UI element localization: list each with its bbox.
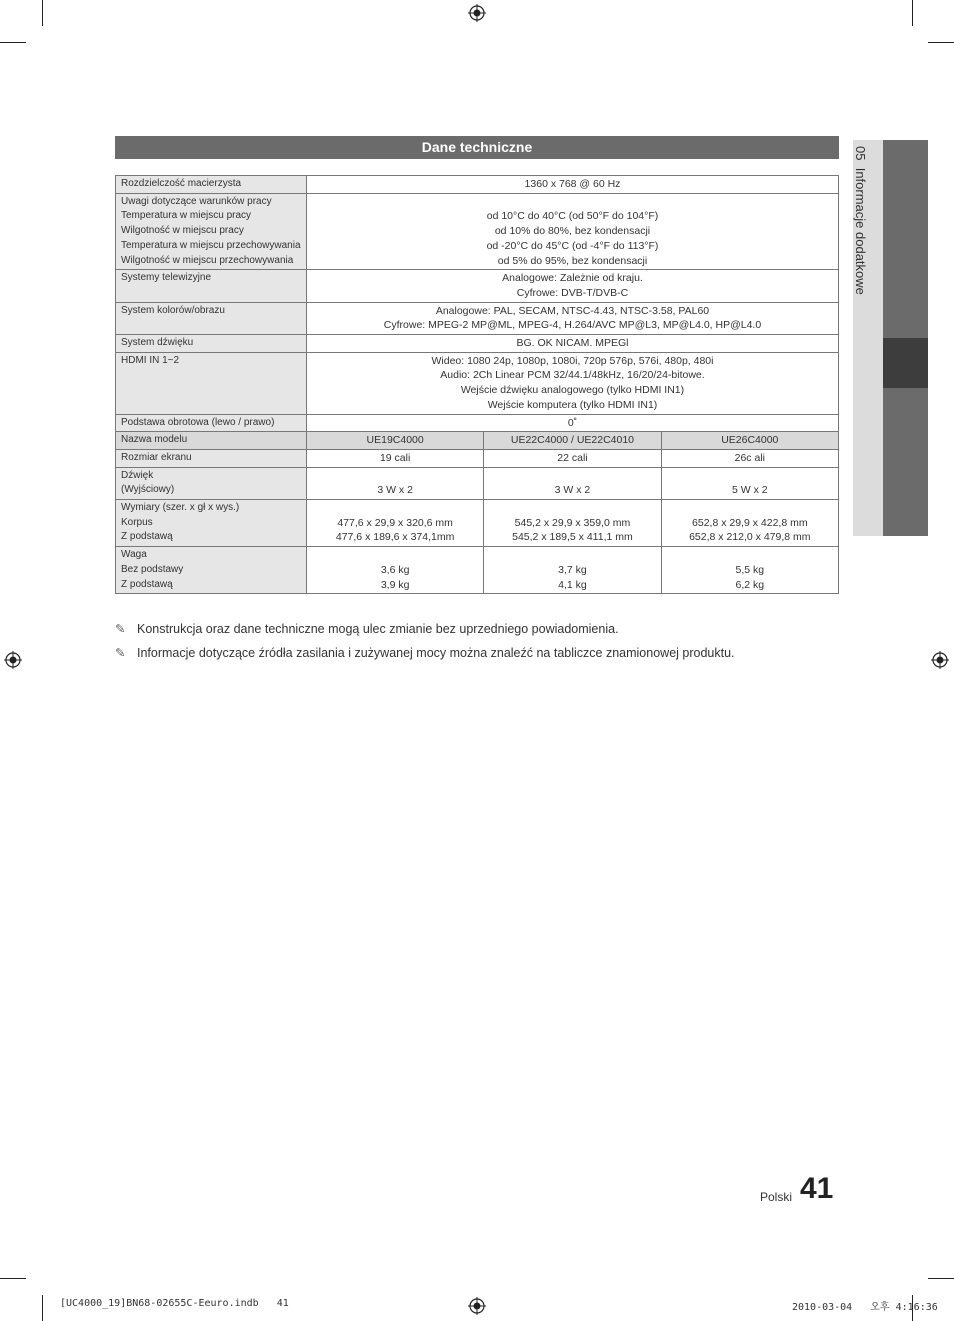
spec-value: [306, 193, 838, 270]
cell-line: Wideo: 1080 24p, 1080p, 1080i, 720p 576p, 576i, 480p, 480i: [431, 354, 714, 367]
pencil-note-icon: ✎: [115, 622, 126, 636]
model-value: [306, 467, 483, 499]
cell-line: Uwagi dotyczące warunków pracy: [121, 195, 272, 207]
model-name: UE26C4000: [661, 432, 838, 450]
model-value: [306, 500, 483, 547]
spec-row: [116, 176, 839, 194]
spec-value: [306, 335, 838, 353]
spec-value: [306, 302, 838, 334]
cell-line: 3,9 kg: [380, 578, 410, 591]
cell-line: Temperatura w miejscu przechowywania: [121, 239, 301, 251]
cell-line: 3,7 kg: [558, 563, 587, 576]
note-text: Informacje dotyczące źródła zasilania i zużywanej mocy można znaleźć na tabliczce znamionowej produktu.: [137, 646, 735, 660]
cell-line: Audio: 2Ch Linear PCM 32/44.1/48kHz, 16/20/24-bitowe.: [440, 369, 705, 382]
cell-line: Bez podstawy: [121, 563, 184, 575]
spec-value: [306, 352, 838, 414]
page-language: Polski: [760, 1190, 793, 1204]
cell-line: Z podstawą: [121, 531, 173, 543]
spec-row: [116, 270, 839, 302]
registration-mark-icon: [931, 651, 949, 669]
note-line: [115, 645, 735, 660]
print-footer-file: [UC4000_19]BN68-02655C-Eeuro.indb 41: [60, 1298, 289, 1309]
cell-line: Analogowe: Zależnie od kraju.: [502, 272, 643, 285]
cell-line: 545,2 x 189,5 x 411,1 mm: [512, 531, 633, 544]
spec-row: [116, 302, 839, 334]
side-tab-active-marker: [883, 338, 928, 388]
pencil-note-icon: ✎: [115, 646, 126, 660]
side-tab-title: Informacje dodatkowe: [853, 167, 868, 295]
spec-label: [116, 302, 307, 334]
cell-line: System kolorów/obrazu: [121, 304, 225, 316]
spec-row: [116, 193, 839, 270]
model-row: [116, 500, 839, 547]
crop-mark: [42, 1295, 43, 1321]
cell-line: od 5% do 95%, bez kondensacji: [497, 254, 648, 267]
spec-label: [116, 414, 307, 432]
cell-line: Podstawa obrotowa (lewo / prawo): [121, 416, 275, 428]
section-title: Dane techniczne: [115, 136, 839, 159]
cell-line: Wilgotność w miejscu przechowywania: [121, 254, 294, 266]
spec-value: [306, 176, 838, 194]
model-row-label: [116, 467, 307, 499]
cell-line: 22 cali: [557, 451, 588, 464]
cell-line: System dźwięku: [121, 337, 194, 349]
model-value: [484, 467, 661, 499]
model-value: [306, 449, 483, 467]
cell-line: Korpus: [121, 516, 153, 528]
crop-mark: [0, 42, 26, 43]
spec-label: [116, 176, 307, 194]
cell-line: 477,6 x 29,9 x 320,6 mm: [337, 516, 453, 529]
model-header-row: [116, 432, 839, 450]
registration-mark-icon: [4, 651, 22, 669]
side-tab-label: [853, 146, 868, 295]
model-header-label: Nazwa modelu: [116, 432, 307, 450]
model-name: UE19C4000: [306, 432, 483, 450]
crop-mark: [0, 1278, 26, 1279]
cell-line: Waga: [121, 549, 147, 561]
cell-line: od 10°C do 40°C (od 50°F do 104°F): [486, 210, 659, 223]
cell-line: Wymiary (szer. x gł x wys.): [121, 502, 240, 514]
cell-line: od -20°C do 45°C (od -4°F do 113°F): [486, 239, 659, 252]
spec-label: [116, 335, 307, 353]
cell-line: Rozdzielczość macierzysta: [121, 178, 242, 189]
cell-line: od 10% do 80%, bez kondensacji: [494, 225, 651, 238]
note-text: Konstrukcja oraz dane techniczne mogą ulec zmianie bez uprzedniego powiadomienia.: [137, 622, 619, 636]
cell-line: Wilgotność w miejscu pracy: [121, 225, 244, 237]
spec-label: [116, 193, 307, 270]
cell-line: Analogowe: PAL, SECAM, NTSC-4.43, NTSC-3.58, PAL60: [435, 304, 710, 317]
cell-line: 477,6 x 189,6 x 374,1mm: [335, 531, 455, 544]
note-line: [115, 621, 619, 636]
cell-line: 3 W x 2: [377, 484, 413, 497]
model-row-label: [116, 547, 307, 594]
crop-mark: [928, 42, 954, 43]
cell-line: (Wyjściowy): [121, 484, 175, 496]
cell-line: Systemy telewizyjne: [121, 272, 212, 284]
model-row-label: [116, 500, 307, 547]
crop-mark: [928, 1278, 954, 1279]
spec-table: [115, 175, 839, 594]
cell-line: 3,6 kg: [380, 563, 410, 576]
spec-label: [116, 270, 307, 302]
print-footer-timestamp: 2010-03-04 오후 4:16:36: [792, 1302, 938, 1313]
cell-line: 0˚: [567, 416, 578, 429]
spec-value: [306, 270, 838, 302]
spec-row: [116, 352, 839, 414]
model-value: [661, 500, 838, 547]
cell-line: Cyfrowe: MPEG-2 MP@ML, MPEG-4, H.264/AVC MP@L3, MP@L4.0, HP@L4.0: [383, 319, 762, 332]
model-value: [484, 547, 661, 594]
page-number: 41: [800, 1172, 834, 1205]
model-row: [116, 467, 839, 499]
cell-line: Rozmiar ekranu: [121, 451, 192, 463]
spec-row: [116, 414, 839, 432]
registration-mark-icon: [468, 1297, 486, 1315]
cell-line: 26c ali: [734, 451, 765, 464]
spec-value: [306, 414, 838, 432]
model-value: [661, 449, 838, 467]
model-value: [484, 500, 661, 547]
cell-line: Wejście komputera (tylko HDMI IN1): [487, 398, 658, 411]
crop-mark: [912, 0, 913, 26]
model-row: [116, 449, 839, 467]
cell-line: 1360 x 768 @ 60 Hz: [524, 178, 621, 190]
cell-line: BG. OK NICAM. MPEGl: [516, 337, 629, 350]
side-tab-number: 05: [853, 146, 868, 161]
model-value: [661, 467, 838, 499]
cell-line: 652,8 x 212,0 x 479,8 mm: [689, 531, 811, 544]
cell-line: Temperatura w miejscu pracy: [121, 210, 252, 222]
cell-line: Cyfrowe: DVB-T/DVB-C: [516, 286, 629, 299]
crop-mark: [42, 0, 43, 26]
model-row: [116, 547, 839, 594]
model-value: [306, 547, 483, 594]
cell-line: 6,2 kg: [735, 578, 765, 591]
model-row-label: [116, 449, 307, 467]
cell-line: HDMI IN 1~2: [121, 354, 180, 366]
cell-line: 3 W x 2: [554, 484, 591, 497]
spec-row: [116, 335, 839, 353]
cell-line: 5,5 kg: [735, 563, 765, 576]
model-name: UE22C4000 / UE22C4010: [484, 432, 661, 450]
cell-line: 652,8 x 29,9 x 422,8 mm: [692, 516, 808, 529]
cell-line: Dźwięk: [121, 469, 154, 481]
cell-line: 5 W x 2: [732, 484, 768, 497]
registration-mark-icon: [468, 4, 486, 22]
model-value: [661, 547, 838, 594]
cell-line: 4,1 kg: [558, 578, 587, 591]
cell-line: 545,2 x 29,9 x 359,0 mm: [514, 516, 631, 529]
spec-label: [116, 352, 307, 414]
model-value: [484, 449, 661, 467]
cell-line: Z podstawą: [121, 578, 173, 590]
cell-line: Wejście dźwięku analogowego (tylko HDMI IN1): [460, 384, 685, 397]
cell-line: 19 cali: [379, 451, 411, 464]
